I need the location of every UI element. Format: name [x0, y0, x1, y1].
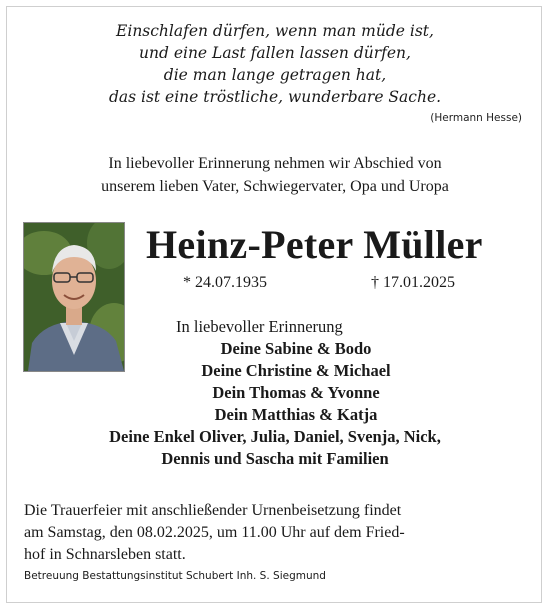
mourners-list [0, 338, 550, 470]
mourner-line: Dein Matthias & Katja [214, 405, 378, 424]
poem-line: und eine Last fallen lassen dürfen, [139, 44, 411, 62]
service-line: hof in Schnarsleben statt. [24, 546, 186, 563]
mourners-lead: In liebevoller Erinnerung [176, 317, 343, 336]
mourner-line: Deine Enkel Oliver, Julia, Daniel, Svenja, Nick, [109, 427, 441, 446]
undertaker-credit: Betreuung Bestattungsinstitut Schubert Inh. S. Siegmund [24, 570, 326, 582]
death-date: † 17.01.2025 [371, 274, 455, 291]
intro-text [0, 152, 550, 198]
service-line: am Samstag, den 08.02.2025, um 11.00 Uhr auf dem Fried- [24, 524, 405, 541]
mourner-line: Dein Thomas & Yvonne [212, 383, 380, 402]
mourner-line: Deine Sabine & Bodo [220, 339, 372, 358]
poem [60, 20, 490, 108]
deceased-name: Heinz-Peter Müller [146, 222, 483, 267]
life-dates [0, 274, 550, 296]
poem-attribution: (Hermann Hesse) [430, 112, 522, 124]
poem-line: Einschlafen dürfen, wenn man müde ist, [116, 22, 434, 40]
service-line: Die Trauerfeier mit anschließender Urnenbeisetzung findet [24, 502, 402, 519]
service-info [24, 500, 534, 566]
intro-line: In liebevoller Erinnerung nehmen wir Abschied von [108, 155, 442, 172]
poem-line: die man lange getragen hat, [163, 66, 387, 84]
mourner-line: Deine Christine & Michael [201, 361, 391, 380]
mourner-line: Dennis und Sascha mit Familien [161, 449, 389, 468]
birth-date: * 24.07.1935 [183, 274, 267, 291]
intro-line: unserem lieben Vater, Schwiegervater, Opa und Uropa [101, 178, 449, 195]
poem-line: das ist eine tröstliche, wunderbare Sache. [108, 88, 442, 106]
